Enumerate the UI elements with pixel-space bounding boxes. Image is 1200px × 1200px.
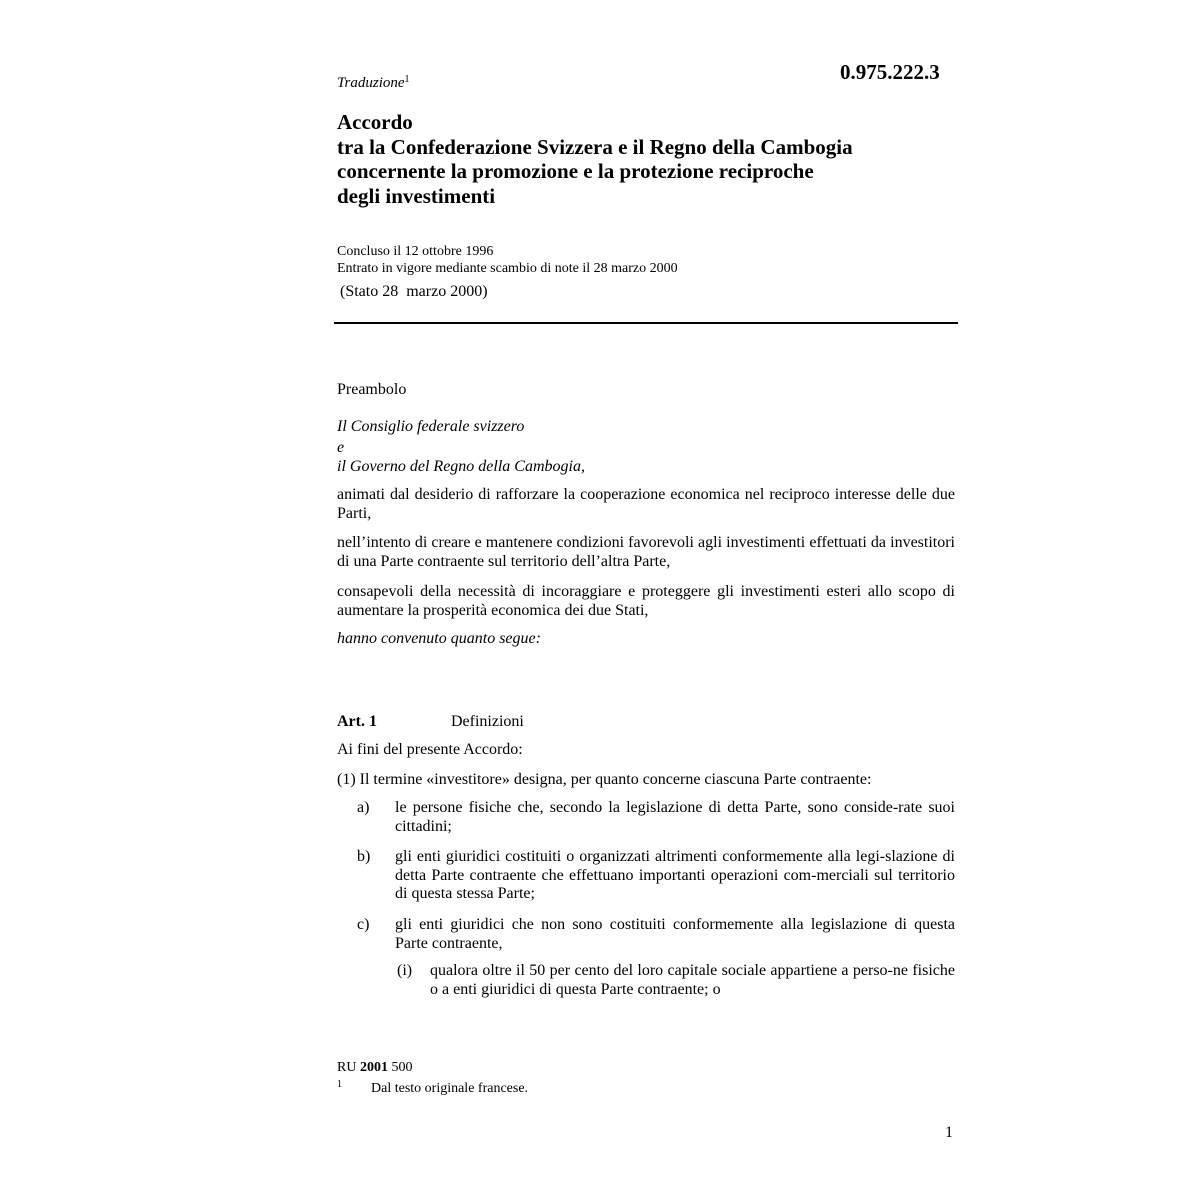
document-title bbox=[337, 110, 977, 208]
ru-prefix: RU bbox=[337, 1060, 357, 1075]
concluded-date: Concluso il 12 ottobre 1996 bbox=[337, 244, 494, 259]
header-divider bbox=[334, 322, 958, 324]
preamble-conjunction: e bbox=[337, 439, 345, 456]
list-item-text: gli enti giuridici costituiti o organizzati altrimenti conformemente alla legi-slazione di detta Parte contraente che effettuano importanti operazioni com-merciali sul territorio di questa stessa Parte; bbox=[395, 848, 955, 902]
sub-item-label: (i) bbox=[397, 962, 413, 979]
translation-text: Traduzione bbox=[337, 75, 405, 91]
in-force-date: Entrato in vigore mediante scambio di note il 28 marzo 2000 bbox=[337, 261, 678, 276]
list-item-label: b) bbox=[357, 848, 371, 865]
article-intro: Ai fini del presente Accordo: bbox=[337, 741, 523, 758]
preamble-paragraph-3: consapevoli della necessità di incoraggiare e proteggere gli investimenti esteri allo scopo di aumentare la prosperità economica dei due Stati, bbox=[337, 583, 955, 619]
list-item-text: gli enti giuridici che non sono costituiti conformemente alla legislazione di questa Parte contraente, bbox=[395, 916, 955, 952]
article-label: Art. 1 bbox=[337, 713, 377, 730]
footnote-number: 1 bbox=[337, 1079, 342, 1090]
ru-year: 2001 bbox=[359, 1060, 388, 1075]
preamble-party-2: il Governo del Regno della Cambogia, bbox=[337, 458, 585, 475]
ru-page: 500 bbox=[391, 1060, 413, 1075]
preamble-heading: Preambolo bbox=[337, 381, 407, 398]
title-line-3: concernente la promozione e la protezione reciproche bbox=[337, 159, 814, 183]
status-date: (Stato 28 marzo 2000) bbox=[340, 283, 488, 300]
sr-number: 0.975.222.3 bbox=[840, 60, 940, 84]
footnote-text: Dal testo originale francese. bbox=[371, 1081, 529, 1096]
article-title: Definizioni bbox=[451, 713, 524, 730]
list-item-label: a) bbox=[357, 799, 370, 816]
title-line-4: degli investimenti bbox=[337, 183, 496, 208]
preamble-party-1: Il Consiglio federale svizzero bbox=[337, 418, 525, 435]
document-meta bbox=[337, 243, 678, 277]
official-compilation-ref bbox=[337, 1060, 412, 1076]
list-item-text: le persone fisiche che, secondo la legislazione di detta Parte, sono conside-rate suoi cittadini; bbox=[395, 799, 955, 835]
footnote-ref[interactable]: 1 bbox=[404, 74, 410, 85]
preamble-closing: hanno convenuto quanto segue: bbox=[337, 630, 541, 647]
article-paragraph-1: (1) Il termine «investitore» designa, per quanto concerne ciascuna Parte contraente: bbox=[337, 771, 872, 788]
title-line-1: Accordo bbox=[337, 110, 413, 134]
title-line-2: tra la Confederazione Svizzera e il Regno della Cambogia bbox=[337, 134, 853, 159]
list-item-label: c) bbox=[357, 916, 370, 933]
sub-item-text: qualora oltre il 50 per cento del loro capitale sociale appartiene a perso-ne fisiche o a enti giuridici di questa Parte contraente; o bbox=[430, 962, 955, 998]
preamble-paragraph-1: animati dal desiderio di rafforzare la cooperazione economica nel reciproco interesse delle due Parti, bbox=[337, 486, 955, 522]
preamble-paragraph-2: nell’intento di creare e mantenere condizioni favorevoli agli investimenti effettuati da investitori di una Parte contraente sul territorio dell’altra Parte, bbox=[337, 534, 955, 570]
page-number: 1 bbox=[945, 1124, 953, 1141]
translation-label bbox=[337, 75, 410, 92]
